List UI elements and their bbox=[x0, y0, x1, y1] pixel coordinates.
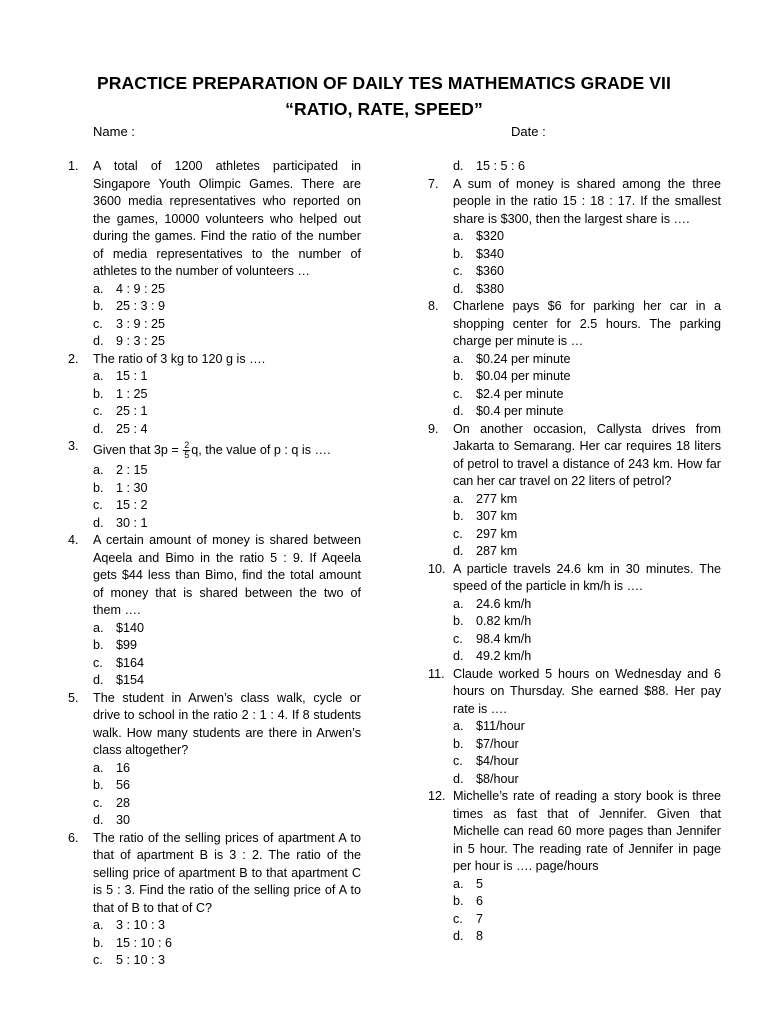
option-text: $99 bbox=[116, 638, 138, 652]
option-b bbox=[453, 613, 721, 631]
option-text: 24.6 km/h bbox=[476, 596, 532, 611]
option-letter: b. bbox=[453, 894, 464, 908]
option-text: $140 bbox=[116, 620, 145, 635]
option-letter: b. bbox=[93, 480, 104, 495]
option-d bbox=[453, 543, 721, 561]
option-a bbox=[93, 462, 361, 480]
fraction bbox=[183, 441, 190, 460]
option-text: $360 bbox=[476, 264, 505, 278]
page-title: PRACTICE PREPARATION OF DAILY TES MATHEMATICS GRADE VII bbox=[97, 73, 671, 93]
option-text: 5 : 10 : 3 bbox=[116, 953, 166, 967]
option-text: 25 : 3 : 9 bbox=[116, 299, 166, 313]
option-text: 8 bbox=[476, 929, 484, 943]
option-text: $0.4 per minute bbox=[476, 404, 564, 418]
question-10 bbox=[428, 561, 721, 666]
option-a bbox=[453, 228, 721, 246]
option-a bbox=[453, 351, 721, 369]
option-text: 15 : 5 : 6 bbox=[476, 159, 526, 173]
right-column bbox=[428, 158, 721, 946]
option-letter: d. bbox=[453, 544, 464, 558]
question-number: 4. bbox=[68, 533, 79, 547]
option-text: $2.4 per minute bbox=[476, 386, 564, 401]
option-letter: d. bbox=[453, 929, 464, 943]
option-c bbox=[453, 753, 721, 771]
option-letter: b. bbox=[453, 246, 464, 261]
option-letter: b. bbox=[93, 386, 104, 401]
option-text: 15 : 10 : 6 bbox=[116, 935, 173, 950]
date-label: Date : bbox=[511, 124, 546, 139]
option-b bbox=[93, 386, 361, 404]
option-letter: a. bbox=[453, 229, 464, 243]
option-text: $4/hour bbox=[476, 754, 519, 768]
question-number: 3. bbox=[68, 439, 79, 453]
question-text: The student in Arwen’s class walk, cycle or drive to school in the ratio 2 : 1 : 4. If 8 students walk. How many students are there in Arwen’s class altogether? bbox=[93, 690, 361, 757]
question-number: 9. bbox=[428, 421, 439, 436]
options-list bbox=[93, 368, 361, 438]
option-text: 6 bbox=[476, 894, 484, 908]
option-d bbox=[93, 672, 361, 690]
question-number: 1. bbox=[68, 159, 79, 173]
option-letter: d. bbox=[93, 421, 104, 436]
options-list bbox=[453, 158, 721, 176]
option-text: $11/hour bbox=[476, 719, 525, 733]
option-letter: d. bbox=[453, 159, 464, 173]
option-text: 5 bbox=[476, 876, 484, 891]
option-text: 30 bbox=[116, 813, 131, 827]
option-letter: a. bbox=[93, 369, 104, 383]
options-list bbox=[453, 876, 721, 946]
question-12 bbox=[428, 788, 721, 946]
question-number: 10. bbox=[428, 561, 446, 576]
question-text-after: q, the value of p : q is …. bbox=[191, 442, 331, 457]
option-b bbox=[93, 777, 361, 795]
option-d bbox=[453, 928, 721, 946]
question-11 bbox=[428, 666, 721, 789]
option-text: 15 : 1 bbox=[116, 369, 148, 383]
options-list bbox=[453, 351, 721, 421]
question-text: A sum of money is shared among the three people in the ratio 15 : 18 : 17. If the smallest share is $300, then the largest share is …. bbox=[453, 176, 721, 226]
option-letter: a. bbox=[453, 596, 464, 611]
option-text: 56 bbox=[116, 778, 131, 792]
option-letter: b. bbox=[453, 509, 464, 523]
question-number: 2. bbox=[68, 351, 79, 366]
question-text: Claude worked 5 hours on Wednesday and 6 hours on Thursday. She earned $88. Her pay rate is …. bbox=[453, 666, 721, 716]
question-4 bbox=[68, 532, 361, 690]
option-b bbox=[453, 368, 721, 386]
option-text: 9 : 3 : 25 bbox=[116, 334, 166, 348]
option-c bbox=[453, 263, 721, 281]
option-d bbox=[93, 812, 361, 830]
option-letter: b. bbox=[93, 935, 104, 950]
option-a bbox=[93, 368, 361, 386]
option-a bbox=[453, 596, 721, 614]
option-b bbox=[93, 935, 361, 953]
option-text: 1 : 30 bbox=[116, 480, 148, 495]
option-text: $0.04 per minute bbox=[476, 369, 571, 383]
option-letter: d. bbox=[453, 281, 464, 296]
option-c bbox=[93, 795, 361, 813]
option-letter: c. bbox=[93, 404, 103, 418]
question-text: The ratio of 3 kg to 120 g is …. bbox=[93, 351, 266, 366]
option-letter: c. bbox=[453, 911, 463, 926]
option-c bbox=[93, 403, 361, 421]
option-letter: c. bbox=[93, 953, 103, 967]
question-5 bbox=[68, 690, 361, 830]
option-letter: c. bbox=[93, 655, 103, 670]
option-d bbox=[93, 333, 361, 351]
page-subtitle: “RATIO, RATE, SPEED” bbox=[285, 99, 483, 119]
question-1 bbox=[68, 158, 361, 351]
option-b bbox=[453, 508, 721, 526]
fraction-denominator: 5 bbox=[184, 450, 190, 460]
option-d bbox=[453, 158, 721, 176]
option-text: $164 bbox=[116, 655, 145, 670]
question-number: 6. bbox=[68, 830, 79, 845]
option-a bbox=[93, 281, 361, 299]
option-text: 307 km bbox=[476, 509, 518, 523]
question-text: Charlene pays $6 for parking her car in a shopping center for 2.5 hours. The parking charge per minute is … bbox=[453, 299, 721, 348]
option-d bbox=[93, 515, 361, 533]
question-text: The ratio of the selling prices of apartment A to that of apartment B is 3 : 2. The ratio of the selling price of apartment B to that apartment C is 5 : 3. Find the ratio of the selling price of A to that of B to that of C? bbox=[93, 830, 361, 915]
question-text-before: Given that 3p = bbox=[93, 442, 179, 457]
option-letter: d. bbox=[453, 771, 464, 786]
options-list bbox=[453, 718, 721, 788]
options-list bbox=[453, 228, 721, 298]
left-column bbox=[68, 158, 361, 970]
option-letter: c. bbox=[453, 386, 463, 401]
question-number: 5. bbox=[68, 690, 79, 705]
option-letter: a. bbox=[93, 760, 104, 775]
option-text: 277 km bbox=[476, 491, 518, 506]
option-c bbox=[453, 631, 721, 649]
option-text: 15 : 2 bbox=[116, 498, 148, 512]
option-c bbox=[453, 386, 721, 404]
option-letter: c. bbox=[453, 264, 463, 278]
option-text: $154 bbox=[116, 673, 145, 687]
option-a bbox=[93, 620, 361, 638]
option-letter: d. bbox=[93, 515, 104, 530]
option-b bbox=[453, 893, 721, 911]
option-letter: d. bbox=[453, 649, 464, 663]
option-text: 28 bbox=[116, 795, 131, 810]
option-d bbox=[453, 648, 721, 666]
option-text: $340 bbox=[476, 246, 505, 261]
question-2 bbox=[68, 351, 361, 439]
options-list bbox=[453, 491, 721, 561]
name-label: Name : bbox=[93, 124, 135, 139]
option-d bbox=[453, 281, 721, 299]
option-letter: c. bbox=[93, 498, 103, 512]
option-text: 297 km bbox=[476, 526, 518, 541]
options-list bbox=[93, 760, 361, 830]
option-letter: a. bbox=[453, 876, 464, 891]
option-letter: b. bbox=[453, 614, 464, 628]
option-c bbox=[93, 497, 361, 515]
option-b bbox=[93, 298, 361, 316]
question-text: A particle travels 24.6 km in 30 minutes. The speed of the particle in km/h is …. bbox=[453, 561, 721, 593]
question-text: Michelle’s rate of reading a story book is three times as fast that of Jennifer. Given that Michelle can read 60 more pages than Jennifer in 5 hour. The reading rate of Jennifer in page per hour is …. page/hours bbox=[453, 789, 721, 873]
option-letter: d. bbox=[93, 334, 104, 348]
option-c bbox=[93, 655, 361, 673]
option-letter: b. bbox=[93, 778, 104, 792]
question-6-continued bbox=[428, 158, 721, 176]
options-list bbox=[93, 462, 361, 532]
option-text: 25 : 4 bbox=[116, 421, 148, 436]
option-letter: b. bbox=[453, 736, 464, 751]
option-text: 3 : 10 : 3 bbox=[116, 918, 166, 932]
question-9 bbox=[428, 421, 721, 561]
option-text: $0.24 per minute bbox=[476, 351, 571, 366]
option-text: 1 : 25 bbox=[116, 386, 148, 401]
option-letter: b. bbox=[93, 638, 104, 652]
question-6 bbox=[68, 830, 361, 970]
option-letter: a. bbox=[93, 918, 104, 932]
option-b bbox=[453, 736, 721, 754]
option-text: $320 bbox=[476, 229, 505, 243]
option-b bbox=[93, 480, 361, 498]
option-c bbox=[93, 952, 361, 970]
option-text: 7 bbox=[476, 911, 484, 926]
option-c bbox=[93, 316, 361, 334]
option-a bbox=[453, 876, 721, 894]
question-text: A total of 1200 athletes participated in Singapore Youth Olimpic Games. There are 3600 media representatives who reported on the games, 10000 volunteers who helped out during the games. Find the ratio of the number of media representatives to the number of athletes to the number of volunteers … bbox=[93, 159, 361, 278]
question-number: 12. bbox=[428, 789, 446, 803]
option-d bbox=[93, 421, 361, 439]
options-list bbox=[93, 620, 361, 690]
option-letter: a. bbox=[453, 351, 464, 366]
option-b bbox=[453, 246, 721, 264]
option-letter: c. bbox=[93, 316, 103, 331]
option-a bbox=[93, 917, 361, 935]
option-letter: a. bbox=[453, 719, 464, 733]
option-letter: d. bbox=[93, 813, 104, 827]
option-c bbox=[453, 911, 721, 929]
option-text: 30 : 1 bbox=[116, 515, 148, 530]
option-text: 25 : 1 bbox=[116, 404, 148, 418]
option-d bbox=[453, 403, 721, 421]
question-number: 8. bbox=[428, 299, 439, 313]
question-number: 11. bbox=[428, 666, 445, 681]
option-text: 0.82 km/h bbox=[476, 614, 532, 628]
option-text: 4 : 9 : 25 bbox=[116, 281, 166, 296]
options-list bbox=[93, 917, 361, 970]
question-8 bbox=[428, 298, 721, 421]
option-a bbox=[453, 718, 721, 736]
option-d bbox=[453, 771, 721, 789]
option-letter: c. bbox=[453, 631, 463, 646]
option-letter: a. bbox=[93, 463, 104, 477]
options-list bbox=[453, 596, 721, 666]
question-text bbox=[93, 438, 361, 462]
option-text: 98.4 km/h bbox=[476, 631, 532, 646]
option-text: $380 bbox=[476, 281, 505, 296]
option-letter: c. bbox=[453, 754, 463, 768]
option-a bbox=[93, 760, 361, 778]
option-text: 2 : 15 bbox=[116, 463, 148, 477]
option-text: 49.2 km/h bbox=[476, 649, 532, 663]
option-c bbox=[453, 526, 721, 544]
option-text: 16 bbox=[116, 760, 131, 775]
option-letter: a. bbox=[93, 281, 104, 296]
question-7 bbox=[428, 176, 721, 299]
option-text: 287 km bbox=[476, 544, 518, 558]
option-letter: d. bbox=[93, 673, 104, 687]
option-a bbox=[453, 491, 721, 509]
option-letter: b. bbox=[93, 299, 104, 313]
option-letter: b. bbox=[453, 369, 464, 383]
question-text: A certain amount of money is shared between Aqeela and Bimo in the ratio 5 : 9. If Aqeela gets $44 less than Bimo, find the total amount of money that is shared between the two of them …. bbox=[93, 533, 361, 617]
option-text: 3 : 9 : 25 bbox=[116, 316, 166, 331]
option-letter: c. bbox=[93, 795, 103, 810]
options-list bbox=[93, 281, 361, 351]
option-letter: a. bbox=[93, 620, 104, 635]
question-3 bbox=[68, 438, 361, 532]
option-text: $7/hour bbox=[476, 736, 519, 751]
option-letter: a. bbox=[453, 491, 464, 506]
question-text: On another occasion, Callysta drives from Jakarta to Semarang. Her car requires 18 liters of petrol to travel a distance of 243 km. How far can her car travel on 22 liters of petrol? bbox=[453, 421, 721, 488]
option-text: $8/hour bbox=[476, 771, 519, 786]
question-number: 7. bbox=[428, 176, 439, 191]
option-letter: d. bbox=[453, 404, 464, 418]
fraction-numerator: 2 bbox=[184, 440, 190, 450]
option-b bbox=[93, 637, 361, 655]
option-letter: c. bbox=[453, 526, 463, 541]
